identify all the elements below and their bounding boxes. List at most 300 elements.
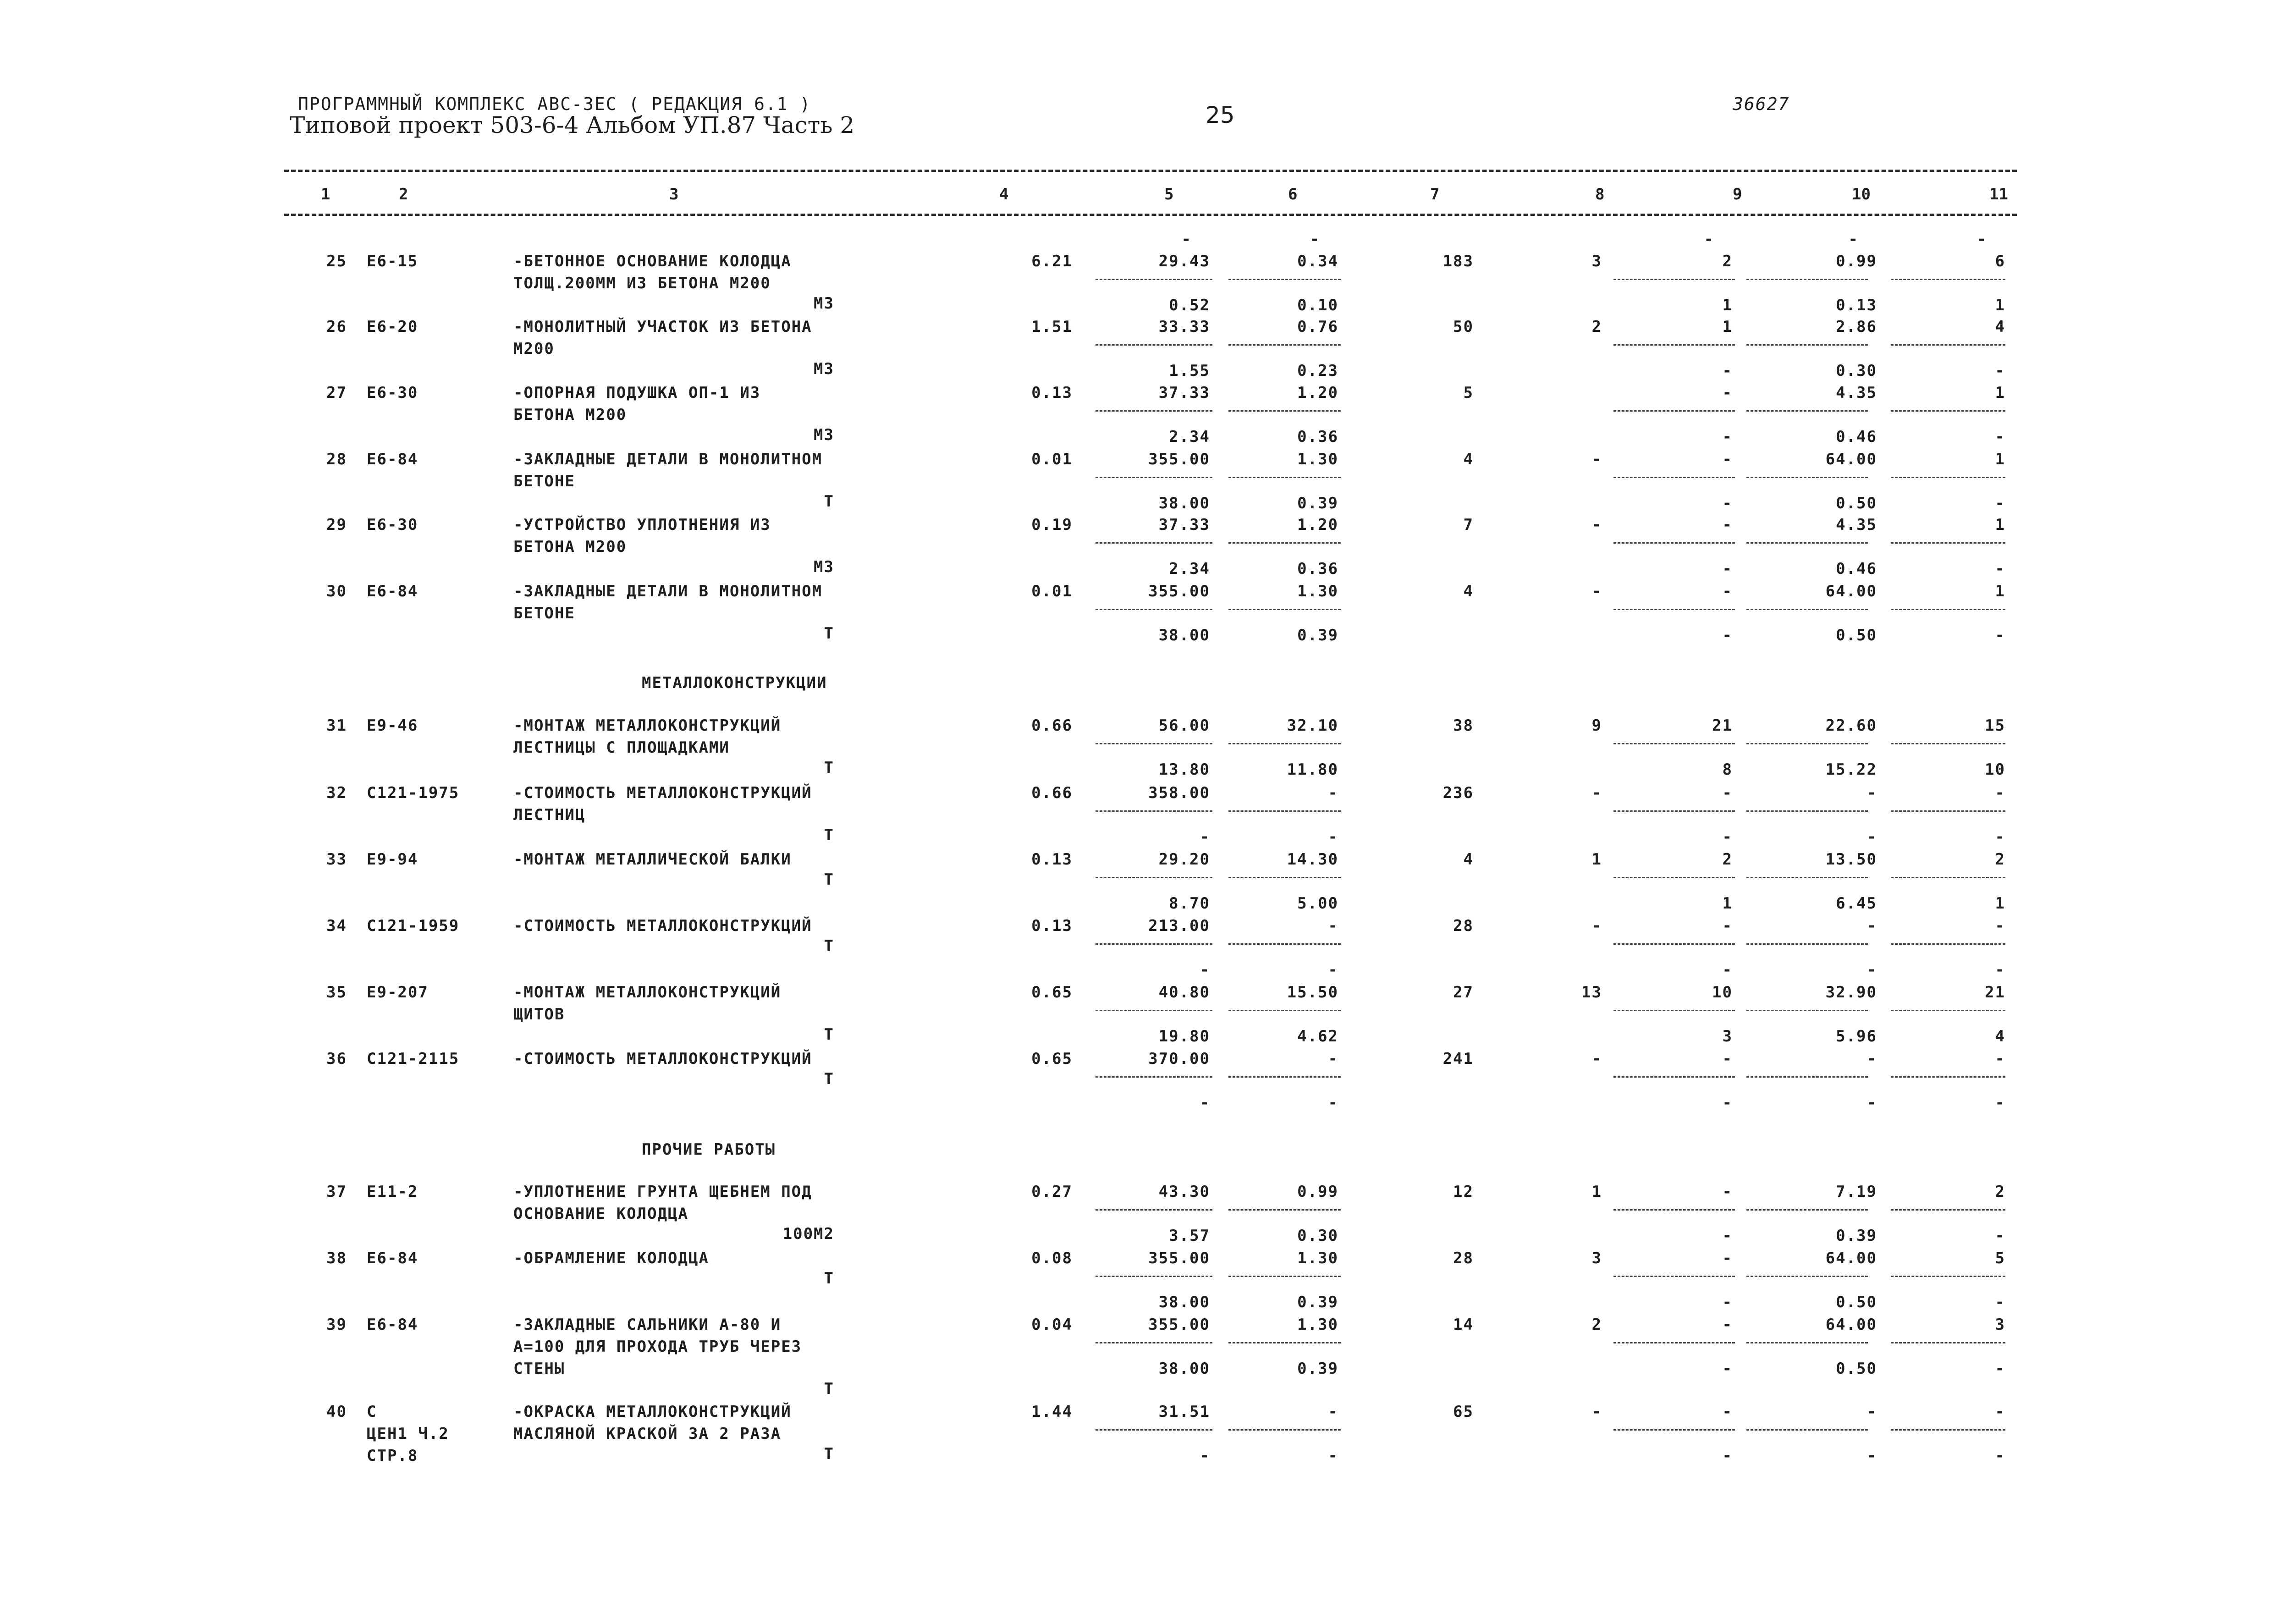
c9-value: - <box>1722 917 1733 935</box>
cell-divider <box>1746 743 1868 744</box>
c5-value: 40.80 <box>1158 983 1210 1002</box>
cell-divider <box>1746 1276 1868 1277</box>
column-header-3: 3 <box>669 185 679 204</box>
wages: 3 <box>1591 252 1602 270</box>
c9-lower: - <box>1722 961 1733 979</box>
c11-lower: 1 <box>1995 296 2005 314</box>
c10-lower: 15.22 <box>1825 760 1877 779</box>
cell-divider <box>1891 279 2005 280</box>
c6-upper: - <box>1310 230 1320 248</box>
cell-divider <box>1746 1342 1868 1343</box>
work-description: ЩИТОВ <box>513 1005 565 1024</box>
rate-code: Е6-30 <box>367 516 418 534</box>
cell-divider <box>1228 477 1341 478</box>
column-header-1: 1 <box>321 185 330 204</box>
work-description: -ЗАКЛАДНЫЕ ДЕТАЛИ В МОНОЛИТНОМ <box>513 582 823 600</box>
c9-value: 10 <box>1712 983 1733 1002</box>
c10-lower: 0.50 <box>1836 626 1877 644</box>
c10-value: 0.99 <box>1836 252 1877 270</box>
cell-divider <box>1096 279 1212 280</box>
quantity: 0.01 <box>1031 582 1073 600</box>
unit-of-measure: М3 <box>814 426 834 444</box>
wages: - <box>1591 784 1602 802</box>
c5-value: 355.00 <box>1148 1249 1210 1267</box>
c11-lower: - <box>1995 362 2005 380</box>
c6-value: 1.20 <box>1297 384 1338 402</box>
rate-code: Е6-84 <box>367 450 418 468</box>
work-description: -УПЛОТНЕНИЕ ГРУНТА ЩЕБНЕМ ПОД <box>513 1183 812 1201</box>
cell-divider <box>1613 1342 1735 1343</box>
c5-value: 56.00 <box>1158 716 1210 735</box>
c11-lower: - <box>1995 494 2005 512</box>
c10-value: 64.00 <box>1825 450 1877 468</box>
c6-lower: 5.00 <box>1297 894 1338 913</box>
row-number: 25 <box>326 252 347 270</box>
c10-lower: 0.50 <box>1836 1293 1877 1311</box>
c9-lower: - <box>1722 362 1733 380</box>
c11-value: 1 <box>1995 582 2005 600</box>
c10-value: 32.90 <box>1825 983 1877 1002</box>
cell-divider <box>1228 1429 1341 1431</box>
c6-value: 1.30 <box>1297 1249 1338 1267</box>
unit-of-measure: Т <box>824 1269 834 1288</box>
total-cost: 5 <box>1463 384 1474 402</box>
c5-lower: 38.00 <box>1158 626 1210 644</box>
rate-code: С121-1975 <box>367 784 460 802</box>
c5-lower: 13.80 <box>1158 760 1210 779</box>
cell-divider <box>1613 1076 1735 1078</box>
c5-lower: 8.70 <box>1169 894 1210 913</box>
c11-lower: - <box>1995 1227 2005 1245</box>
project-title: Типовой проект 503-6-4 Альбом УП.87 Часть 2 <box>290 112 855 138</box>
work-description: -МОНТАЖ МЕТАЛЛИЧЕСКОЙ БАЛКИ <box>513 850 792 869</box>
c10-value: - <box>1867 1403 1877 1421</box>
work-description: ТОЛЩ.200ММ ИЗ БЕТОНА М200 <box>513 274 771 292</box>
c11-lower: - <box>1995 428 2005 446</box>
c11-value: 1 <box>1995 384 2005 402</box>
c11-lower: - <box>1995 1360 2005 1378</box>
cell-divider <box>1096 810 1212 812</box>
work-description: БЕТОНА М200 <box>513 406 627 424</box>
c9-lower: 1 <box>1722 296 1733 314</box>
c10-lower: 0.46 <box>1836 428 1877 446</box>
cell-divider <box>1096 877 1212 878</box>
c5-value: 355.00 <box>1148 582 1210 600</box>
cell-divider <box>1613 344 1735 346</box>
cell-divider <box>1746 344 1868 346</box>
c11-value: - <box>1995 917 2005 935</box>
program-header: ПРОГРАММНЫЙ КОМПЛЕКС АВС-3ЕС ( РЕДАКЦИЯ 6.1 ) <box>298 94 811 114</box>
c5-value: 213.00 <box>1148 917 1210 935</box>
c6-value: 1.30 <box>1297 450 1338 468</box>
column-header-9: 9 <box>1733 185 1742 204</box>
c11-lower: 4 <box>1995 1027 2005 1046</box>
quantity: 0.08 <box>1031 1249 1073 1267</box>
c6-lower: 4.62 <box>1297 1027 1338 1046</box>
cell-divider <box>1613 1209 1735 1211</box>
rate-code: Е9-94 <box>367 850 418 869</box>
row-number: 39 <box>326 1316 347 1334</box>
c5-lower: - <box>1200 961 1210 979</box>
work-description: -МОНОЛИТНЫЙ УЧАСТОК ИЗ БЕТОНА <box>513 318 812 336</box>
cell-divider <box>1613 542 1735 544</box>
row-number: 37 <box>326 1183 347 1201</box>
row-number: 38 <box>326 1249 347 1267</box>
row-number: 33 <box>326 850 347 869</box>
unit-of-measure: Т <box>824 759 834 777</box>
total-cost: 14 <box>1453 1316 1474 1334</box>
quantity: 1.51 <box>1031 318 1073 336</box>
cell-divider <box>1096 1076 1212 1078</box>
row-number: 36 <box>326 1050 347 1068</box>
c11-lower: - <box>1995 560 2005 578</box>
c11-value: 2 <box>1995 1183 2005 1201</box>
cell-divider <box>1891 810 2005 812</box>
c11-lower: - <box>1995 828 2005 846</box>
cell-divider <box>1228 943 1341 945</box>
quantity: 0.01 <box>1031 450 1073 468</box>
unit-of-measure: Т <box>824 1380 834 1398</box>
rate-code: С121-2115 <box>367 1050 460 1068</box>
column-header-2: 2 <box>399 185 408 204</box>
column-header-11: 11 <box>1989 185 2008 204</box>
c5-lower: 0.52 <box>1169 296 1210 314</box>
rate-code: Е9-207 <box>367 983 429 1002</box>
quantity: 0.19 <box>1031 516 1073 534</box>
cell-divider <box>1228 877 1341 878</box>
work-description: МАСЛЯНОЙ КРАСКОЙ ЗА 2 РАЗА <box>513 1425 782 1443</box>
wages: - <box>1591 917 1602 935</box>
c9-value: - <box>1722 1403 1733 1421</box>
total-cost: 28 <box>1453 917 1474 935</box>
c9-lower: 8 <box>1722 760 1733 779</box>
c9-lower: - <box>1722 428 1733 446</box>
column-header-5: 5 <box>1164 185 1174 204</box>
total-cost: 7 <box>1463 516 1474 534</box>
c11-lower: - <box>1995 1094 2005 1112</box>
c6-value: 0.34 <box>1297 252 1338 270</box>
total-cost: 241 <box>1443 1050 1474 1068</box>
quantity: 0.13 <box>1031 850 1073 869</box>
c6-value: - <box>1328 917 1338 935</box>
c11-lower: 1 <box>1995 894 2005 913</box>
row-number: 27 <box>326 384 347 402</box>
row-number: 32 <box>326 784 347 802</box>
c6-value: - <box>1328 784 1338 802</box>
work-description: А=100 ДЛЯ ПРОХОДА ТРУБ ЧЕРЕЗ <box>513 1338 802 1356</box>
c6-lower: 11.80 <box>1287 760 1338 779</box>
quantity: 0.66 <box>1031 716 1073 735</box>
cell-divider <box>1746 542 1868 544</box>
c5-value: 37.33 <box>1158 516 1210 534</box>
c6-lower: - <box>1328 828 1338 846</box>
cell-divider <box>1746 279 1868 280</box>
c5-lower: 38.00 <box>1158 1360 1210 1378</box>
c5-lower: 2.34 <box>1169 560 1210 578</box>
cell-divider <box>1891 609 2005 610</box>
c6-value: 32.10 <box>1287 716 1338 735</box>
c9-lower: - <box>1722 1360 1733 1378</box>
rate-code: С <box>367 1403 377 1421</box>
total-cost: 183 <box>1443 252 1474 270</box>
c10-value: - <box>1867 784 1877 802</box>
total-cost: 4 <box>1463 850 1474 869</box>
c9-value: 2 <box>1722 252 1733 270</box>
c6-value: - <box>1328 1050 1338 1068</box>
total-cost: 12 <box>1453 1183 1474 1201</box>
cell-divider <box>1228 279 1341 280</box>
cell-divider <box>1613 943 1735 945</box>
cell-divider <box>1746 810 1868 812</box>
c11-value: 5 <box>1995 1249 2005 1267</box>
cell-divider <box>1613 410 1735 412</box>
unit-of-measure: 100М2 <box>782 1225 834 1243</box>
cell-divider <box>1613 877 1735 878</box>
work-description: -СТОИМОСТЬ МЕТАЛЛОКОНСТРУКЦИЙ <box>513 784 812 802</box>
c10-lower: 0.46 <box>1836 560 1877 578</box>
quantity: 1.44 <box>1031 1403 1073 1421</box>
work-description: -СТОИМОСТЬ МЕТАЛЛОКОНСТРУКЦИЙ <box>513 1050 812 1068</box>
cell-divider <box>1746 1076 1868 1078</box>
column-header-8: 8 <box>1595 185 1605 204</box>
c10-lower: 0.30 <box>1836 362 1877 380</box>
work-description: ОСНОВАНИЕ КОЛОДЦА <box>513 1205 688 1223</box>
rate-code: Е6-84 <box>367 582 418 600</box>
c11-value: 15 <box>1985 716 2005 735</box>
quantity: 0.04 <box>1031 1316 1073 1334</box>
cell-divider <box>1613 477 1735 478</box>
c6-value: 15.50 <box>1287 983 1338 1002</box>
quantity: 0.66 <box>1031 784 1073 802</box>
c10-value: 7.19 <box>1836 1183 1877 1201</box>
c10-lower: - <box>1867 828 1877 846</box>
c5-value: 43.30 <box>1158 1183 1210 1201</box>
c5-lower: - <box>1200 1447 1210 1465</box>
total-cost: 4 <box>1463 582 1474 600</box>
unit-of-measure: М3 <box>814 360 834 378</box>
cell-divider <box>1746 410 1868 412</box>
cell-divider <box>1891 743 2005 744</box>
unit-of-measure: Т <box>824 870 834 889</box>
c10-value: 4.35 <box>1836 384 1877 402</box>
c9-lower: - <box>1722 1094 1733 1112</box>
cell-divider <box>1228 609 1341 610</box>
cell-divider <box>1891 1010 2005 1011</box>
row-number: 34 <box>326 917 347 935</box>
wages: 2 <box>1591 1316 1602 1334</box>
cell-divider <box>1891 477 2005 478</box>
c6-value: 0.99 <box>1297 1183 1338 1201</box>
c9-lower: 3 <box>1722 1027 1733 1046</box>
c9-value: - <box>1722 784 1733 802</box>
row-number: 35 <box>326 983 347 1002</box>
c6-lower: 0.39 <box>1297 1360 1338 1378</box>
work-description: БЕТОНА М200 <box>513 538 627 556</box>
c10-value: 64.00 <box>1825 1249 1877 1267</box>
c10-lower: - <box>1867 1447 1877 1465</box>
c11-lower: - <box>1995 1447 2005 1465</box>
c6-lower: 0.23 <box>1297 362 1338 380</box>
rate-code: Е6-15 <box>367 252 418 270</box>
wages: 3 <box>1591 1249 1602 1267</box>
work-description: БЕТОНЕ <box>513 472 575 490</box>
c5-lower: 38.00 <box>1158 494 1210 512</box>
c11-value: 21 <box>1985 983 2005 1002</box>
cell-divider <box>1746 943 1868 945</box>
cell-divider <box>1228 1342 1341 1343</box>
c6-value: 0.76 <box>1297 318 1338 336</box>
c10-lower: 6.45 <box>1836 894 1877 913</box>
c6-lower: 0.36 <box>1297 428 1338 446</box>
cell-divider <box>1096 1010 1212 1011</box>
rate-code: Е6-30 <box>367 384 418 402</box>
cell-divider <box>1228 1010 1341 1011</box>
cell-divider <box>1228 743 1341 744</box>
c9-lower: - <box>1722 626 1733 644</box>
unit-of-measure: Т <box>824 1445 834 1463</box>
cell-divider <box>1613 609 1735 610</box>
table-header-rule <box>284 214 2017 216</box>
total-cost: 65 <box>1453 1403 1474 1421</box>
row-number: 29 <box>326 516 347 534</box>
work-description: ЛЕСТНИЦ <box>513 806 586 824</box>
c9-value: - <box>1722 516 1733 534</box>
cell-divider <box>1891 542 2005 544</box>
c9-lower: - <box>1722 828 1733 846</box>
unit-of-measure: Т <box>824 1070 834 1088</box>
c5-value: 29.20 <box>1158 850 1210 869</box>
cell-divider <box>1891 344 2005 346</box>
c9-value: - <box>1722 450 1733 468</box>
work-description: -СТОИМОСТЬ МЕТАЛЛОКОНСТРУКЦИЙ <box>513 917 812 935</box>
work-description: -МОНТАЖ МЕТАЛЛОКОНСТРУКЦИЙ <box>513 983 782 1002</box>
c11-value: 4 <box>1995 318 2005 336</box>
c6-lower: - <box>1328 1094 1338 1112</box>
c5-lower: - <box>1200 828 1210 846</box>
c9-value: 2 <box>1722 850 1733 869</box>
c11-value: 2 <box>1995 850 2005 869</box>
rate-code-extra: СТР.8 <box>367 1447 418 1465</box>
quantity: 0.13 <box>1031 917 1073 935</box>
unit-of-measure: М3 <box>814 294 834 313</box>
cell-divider <box>1096 943 1212 945</box>
c11-value: 6 <box>1995 252 2005 270</box>
c6-value: 14.30 <box>1287 850 1338 869</box>
c11-value: - <box>1995 1403 2005 1421</box>
document-code: 36627 <box>1733 94 1790 114</box>
c10-value: 64.00 <box>1825 1316 1877 1334</box>
wages: 9 <box>1591 716 1602 735</box>
wages: 1 <box>1591 1183 1602 1201</box>
cell-divider <box>1891 1429 2005 1431</box>
cell-divider <box>1746 1429 1868 1431</box>
c9-lower: 1 <box>1722 894 1733 913</box>
cell-divider <box>1228 410 1341 412</box>
c11-lower: - <box>1995 626 2005 644</box>
c11-value: 1 <box>1995 450 2005 468</box>
c5-value: 358.00 <box>1148 784 1210 802</box>
row-number: 31 <box>326 716 347 735</box>
c11-lower: 10 <box>1985 760 2005 779</box>
section-heading: МЕТАЛЛОКОНСТРУКЦИИ <box>642 674 827 692</box>
total-cost: 27 <box>1453 983 1474 1002</box>
cell-divider <box>1746 877 1868 878</box>
c10-value: - <box>1867 917 1877 935</box>
cell-divider <box>1746 1209 1868 1211</box>
work-description: -БЕТОННОЕ ОСНОВАНИЕ КОЛОДЦА <box>513 252 792 270</box>
work-description: -УСТРОЙСТВО УПЛОТНЕНИЯ ИЗ <box>513 516 771 534</box>
c6-value: - <box>1328 1403 1338 1421</box>
c10-lower: - <box>1867 1094 1877 1112</box>
c9-value: 1 <box>1722 318 1733 336</box>
c6-lower: 0.39 <box>1297 1293 1338 1311</box>
cell-divider <box>1096 410 1212 412</box>
cell-divider <box>1891 877 2005 878</box>
work-description: БЕТОНЕ <box>513 604 575 622</box>
c10-value: 2.86 <box>1836 318 1877 336</box>
c10-value: - <box>1867 1050 1877 1068</box>
c10-value: 13.50 <box>1825 850 1877 869</box>
c5-lower: 19.80 <box>1158 1027 1210 1046</box>
cell-divider <box>1228 1276 1341 1277</box>
c10-value: 22.60 <box>1825 716 1877 735</box>
row-number: 26 <box>326 318 347 336</box>
cell-divider <box>1613 279 1735 280</box>
c10-lower: - <box>1867 961 1877 979</box>
c9-value: - <box>1722 1183 1733 1201</box>
cell-divider <box>1613 1276 1735 1277</box>
c11-value: 3 <box>1995 1316 2005 1334</box>
cell-divider <box>1891 1276 2005 1277</box>
c11-lower: - <box>1995 961 2005 979</box>
cell-divider <box>1746 609 1868 610</box>
work-description: -ОКРАСКА МЕТАЛЛОКОНСТРУКЦИЙ <box>513 1403 792 1421</box>
cell-divider <box>1228 810 1341 812</box>
c5-lower: 2.34 <box>1169 428 1210 446</box>
c6-value: 1.30 <box>1297 1316 1338 1334</box>
c5-value: 33.33 <box>1158 318 1210 336</box>
cell-divider <box>1228 344 1341 346</box>
cell-divider <box>1613 1429 1735 1431</box>
row-number: 28 <box>326 450 347 468</box>
quantity: 6.21 <box>1031 252 1073 270</box>
total-cost: 236 <box>1443 784 1474 802</box>
cell-divider <box>1096 477 1212 478</box>
c9-value: - <box>1722 1316 1733 1334</box>
c5-lower: 3.57 <box>1169 1227 1210 1245</box>
section-heading: ПРОЧИЕ РАБОТЫ <box>642 1140 776 1159</box>
row-number: 40 <box>326 1403 347 1421</box>
quantity: 0.65 <box>1031 983 1073 1002</box>
page-number: 25 <box>1206 102 1235 128</box>
c10-lower: 0.13 <box>1836 296 1877 314</box>
cell-divider <box>1891 943 2005 945</box>
wages: - <box>1591 1050 1602 1068</box>
c9-lower: - <box>1722 1293 1733 1311</box>
c9-value: 21 <box>1712 716 1733 735</box>
c5-lower: 1.55 <box>1169 362 1210 380</box>
c6-lower: 0.39 <box>1297 626 1338 644</box>
unit-of-measure: Т <box>824 826 834 844</box>
c6-value: 1.30 <box>1297 582 1338 600</box>
c10-lower: 0.39 <box>1836 1227 1877 1245</box>
c10-lower: 0.50 <box>1836 494 1877 512</box>
c9-upper: - <box>1704 230 1714 248</box>
wages: - <box>1591 582 1602 600</box>
c5-lower: - <box>1200 1094 1210 1112</box>
c10-lower: 0.50 <box>1836 1360 1877 1378</box>
cell-divider <box>1096 542 1212 544</box>
